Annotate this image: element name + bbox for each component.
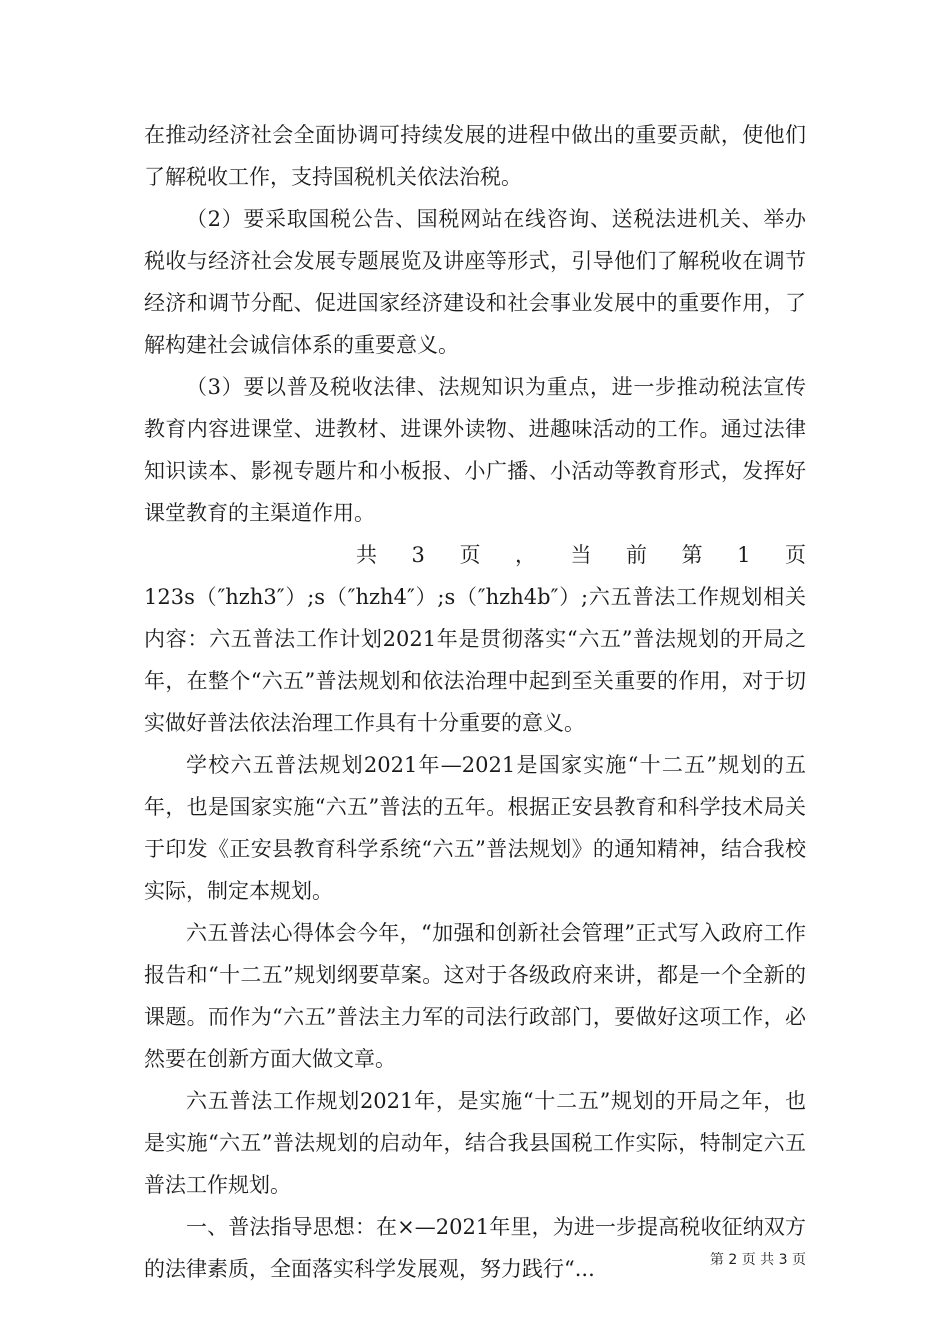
page-counter-token: 1 <box>737 543 751 567</box>
page-counter-token: 共 <box>356 543 377 567</box>
page-counter-token: 第 <box>681 543 703 567</box>
paragraph-8: 一、普法指导思想：在×—2021年里，为进一步提高税收征纳双方的法律素质，全面落实科学发展观，努力践行“... <box>144 1215 806 1281</box>
paragraph-1: 在推动经济社会全面协调可持续发展的进程中做出的重要贡献，使他们了解税收工作，支持国税机关依法治税。 <box>144 123 806 189</box>
page-counter-token: ， <box>514 543 536 567</box>
page-counter-token: 页 <box>459 543 481 567</box>
paragraph-3: （3）要以普及税收法律、法规知识为重点，进一步推动税法宣传教育内容进课堂、进教材、进课外读物、进趣味活动的工作。通过法律知识读本、影视专题片和小板报、小广播、小活动等教育形式，发挥好课堂教育的主渠道作用。 <box>144 375 806 525</box>
page-counter-token: 当 <box>570 543 592 567</box>
paragraph-4: 123s（″hzh3″）;s（″hzh4″）;s（″hzh4b″）;六五普法工作规划相关内容：六五普法工作计划2021年是贯彻落实“六五”普法规划的开局之年，在整个“六五”普法规划和依法治理中起到至关重要的作用，对于切实做好普法依法治理工作具有十分重要的意义。 <box>144 585 806 735</box>
page-counter-token: 页 <box>785 543 806 567</box>
page-counter-token: 前 <box>626 543 648 567</box>
paragraph-7: 六五普法工作规划2021年，是实施“十二五”规划的开局之年，也是实施“六五”普法规划的启动年，结合我县国税工作实际，特制定六五普法工作规划。 <box>144 1089 806 1197</box>
page-footer: 第 2 页 共 3 页 <box>709 1252 806 1268</box>
page-counter-line <box>144 534 806 576</box>
document-body <box>144 114 806 1290</box>
paragraph-2: （2）要采取国税公告、国税网站在线咨询、送税法进机关、举办税收与经济社会发展专题展览及讲座等形式，引导他们了解税收在调节经济和调节分配、促进国家经济建设和社会事业发展中的重要作用，了解构建社会诚信体系的重要意义。 <box>144 207 806 357</box>
paragraph-5: 学校六五普法规划2021年—2021是国家实施“十二五”规划的五年，也是国家实施“六五”普法的五年。根据正安县教育和科学技术局关于印发《正安县教育科学系统“六五”普法规划》的通知精神，结合我校实际，制定本规划。 <box>144 753 806 903</box>
page-counter-token: 3 <box>411 543 425 567</box>
paragraph-6: 六五普法心得体会今年，“加强和创新社会管理”正式写入政府工作报告和“十二五”规划纲要草案。这对于各级政府来讲，都是一个全新的课题。而作为“六五”普法主力军的司法行政部门，要做好这项工作，必然要在创新方面大做文章。 <box>144 921 806 1071</box>
